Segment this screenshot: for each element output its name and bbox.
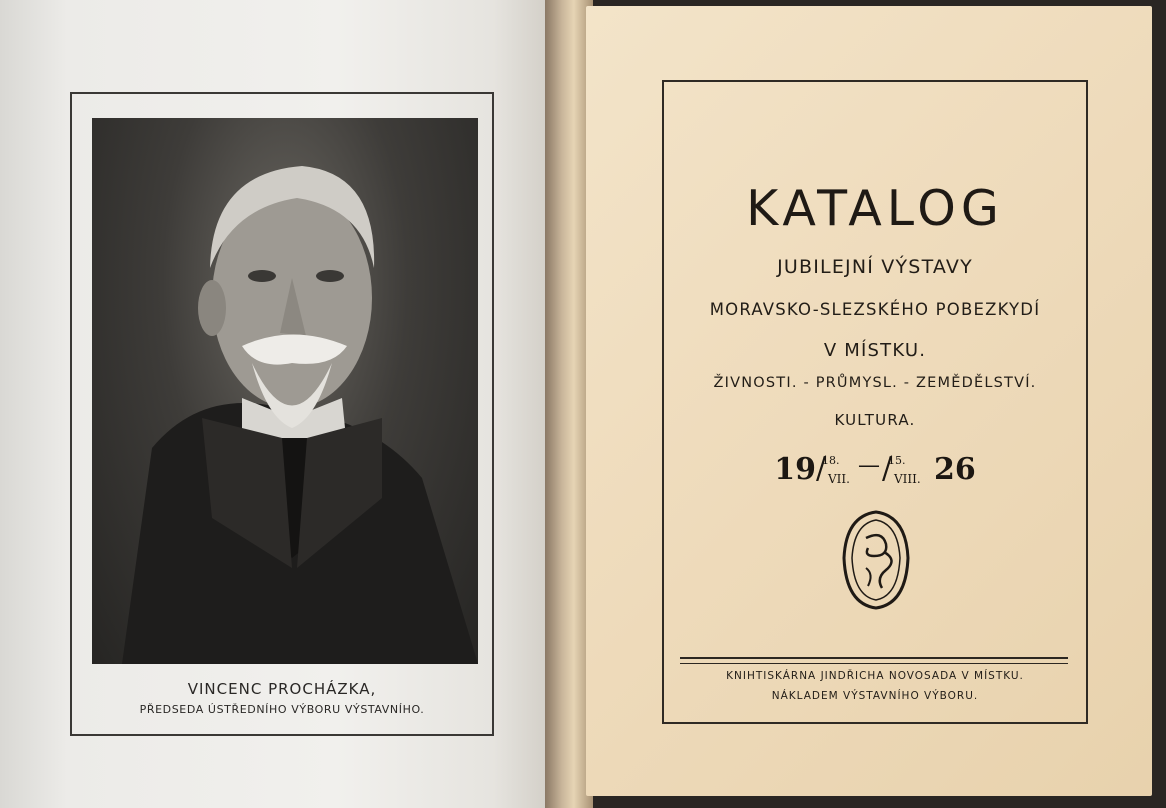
- start-day: 18.: [822, 454, 840, 467]
- printer-line: KNIHTISKÁRNA JINDŘICHA NOVOSADA V MÍSTKU.: [726, 670, 1024, 682]
- subtitle-line-2: MORAVSKO-SLEZSKÉHO POBEZKYDÍ: [709, 300, 1041, 319]
- catalog-title: KATALOG: [746, 180, 1004, 237]
- right-page-border: [662, 80, 1088, 724]
- subtitle-line-1: JUBILEJNÍ VÝSTAVY: [777, 256, 973, 278]
- subtitle-line-4: ŽIVNOSTI. - PRŮMYSL. - ZEMĚDĚLSTVÍ.: [713, 375, 1037, 391]
- end-month: VIII.: [894, 472, 921, 486]
- subtitle-line-5: KULTURA.: [834, 411, 916, 429]
- publisher-line: NÁKLADEM VÝSTAVNÍHO VÝBORU.: [771, 690, 979, 702]
- exhibition-dates: [662, 448, 1088, 492]
- end-date: [882, 448, 928, 492]
- portrait-caption-title: PŘEDSEDA ÚSTŘEDNÍHO VÝBORU VÝSTAVNÍHO.: [139, 703, 425, 716]
- start-date: [816, 448, 856, 492]
- start-month: VII.: [828, 472, 850, 486]
- portrait-caption-name: VINCENC PROCHÁZKA,: [187, 680, 377, 698]
- end-day: 15.: [888, 454, 906, 467]
- portrait-photo: [92, 118, 478, 664]
- year-suffix: 26: [934, 452, 976, 487]
- subtitle-line-3: V MÍSTKU.: [823, 340, 927, 361]
- slash-glyph: /: [816, 451, 827, 486]
- monogram-ornament-icon: [838, 508, 914, 612]
- divider-thick: [680, 657, 1068, 659]
- divider-thin: [680, 663, 1068, 664]
- portrait-drawing: [92, 118, 478, 664]
- slash-glyph: /: [882, 451, 893, 486]
- date-dash: —: [858, 453, 880, 478]
- year-prefix: 19: [774, 452, 816, 487]
